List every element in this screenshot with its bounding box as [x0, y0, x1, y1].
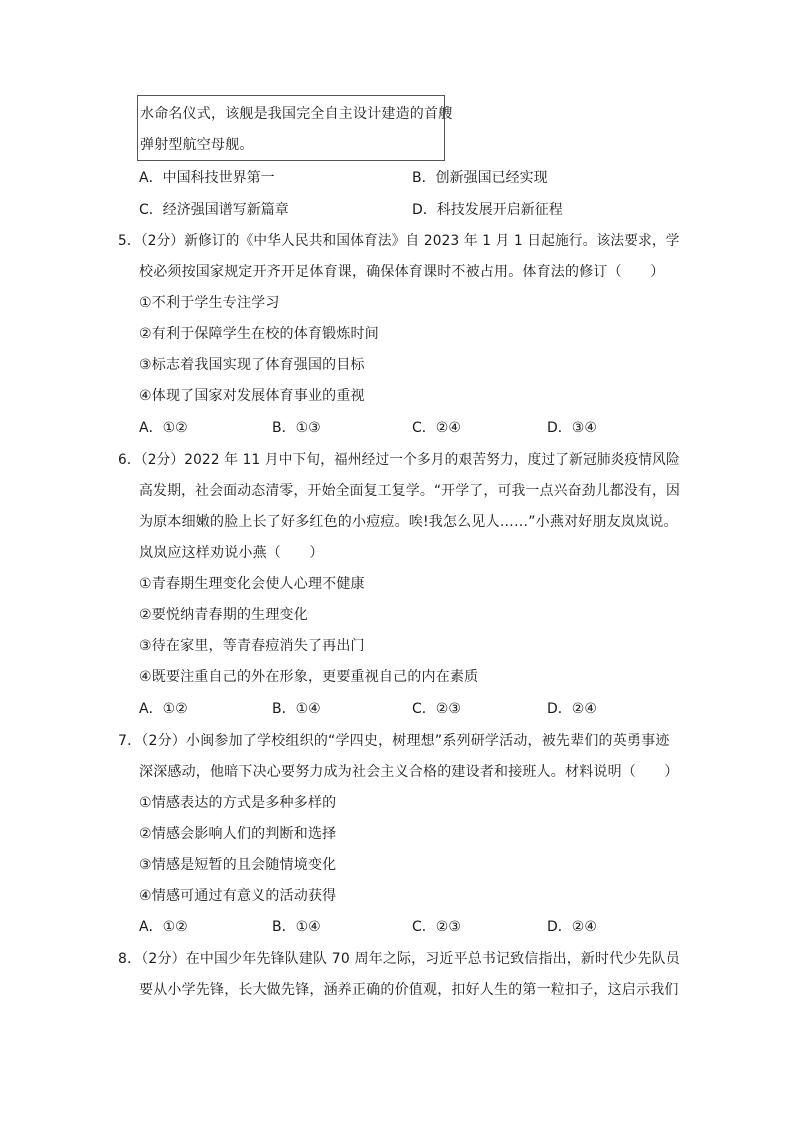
q5-stem-line-1: 5．（2分）新修订的《中华人民共和国体育法》自 2023 年 1 月 1 日起施行。该法要求，学 — [118, 233, 680, 249]
q6-stem-line-2: 高发期，社会面动态清零，开始全面复工复学。“开学了，可我一点兴奋劲儿都没有，因 — [139, 483, 681, 499]
q7-option-a: A．①② — [139, 919, 188, 935]
q6-item-1: ①青春期生理变化会使人心理不健康 — [139, 576, 365, 592]
q6-option-d: D．②④ — [547, 701, 597, 717]
q6-option-b: B．①④ — [272, 701, 321, 717]
q4-option-b: B．创新强国已经实现 — [412, 170, 548, 186]
q5-stem-line-2: 校必须按国家规定开齐开足体育课，确保体育课时不被占用。体育法的修订（ ） — [139, 264, 665, 280]
q7-option-b: B．①④ — [272, 919, 321, 935]
q5-option-a: A．①② — [139, 420, 188, 436]
q5-item-4: ④体现了国家对发展体育事业的重视 — [139, 388, 365, 404]
q4-option-a: A．中国科技世界第一 — [139, 170, 275, 186]
q6-item-4: ④既要注重自己的外在形象，更要重视自己的内在素质 — [139, 669, 479, 685]
q6-stem-line-1: 6．（2分）2022 年 11 月中下旬，福州经过一个多月的艰苦努力，度过了新冠肺炎疫情风险 — [118, 452, 680, 468]
q5-item-2: ②有利于保障学生在校的体育锻炼时间 — [139, 326, 379, 342]
q8-stem-line-1: 8．（2分）在中国少年先锋队建队 70 周年之际，习近平总书记致信指出，新时代少先队员 — [118, 951, 680, 967]
q5-option-d: D．③④ — [547, 420, 597, 436]
material-line-1: 水命名仪式，该舰是我国完全自主设计建造的首艘 — [140, 106, 453, 122]
q6-option-c: C．②③ — [412, 701, 461, 717]
q6-stem-line-3: 为原本细嫩的脸上长了好多红色的小痘痘。唉!我怎么见人……”小燕对好朋友岚岚说。 — [139, 514, 678, 530]
q7-item-1: ①情感表达的方式是多种多样的 — [139, 795, 337, 811]
q5-item-1: ①不利于学生专注学习 — [139, 295, 280, 311]
material-line-2: 弹射型航空母舰。 — [140, 137, 254, 153]
q7-stem-line-1: 7．（2分）小闽参加了学校组织的“学四史，树理想”系列研学活动，被先辈们的英勇事迹 — [118, 733, 670, 749]
q5-option-c: C．②④ — [412, 420, 461, 436]
q4-option-d: D．科技发展开启新征程 — [412, 202, 563, 218]
q6-item-2: ②要悦纳青春期的生理变化 — [139, 607, 308, 623]
q8-stem-line-2: 要从小学先锋，长大做先锋，涵养正确的价值观，扣好人生的第一粒扣子，这启示我们 — [139, 982, 679, 998]
q7-item-4: ④情感可通过有意义的活动获得 — [139, 888, 337, 904]
q6-item-3: ③待在家里，等青春痘消失了再出门 — [139, 638, 365, 654]
q7-stem-line-2: 深深感动，他暗下决心要努力成为社会主义合格的建设者和接班人。材料说明（ ） — [139, 764, 679, 780]
q6-stem-line-4: 岚岚应这样劝说小燕（ ） — [139, 545, 324, 561]
q4-option-c: C．经济强国谱写新篇章 — [139, 202, 289, 218]
q5-option-b: B．①③ — [272, 420, 321, 436]
q5-item-3: ③标志着我国实现了体育强国的目标 — [139, 357, 365, 373]
q6-option-a: A．①② — [139, 701, 188, 717]
q7-item-2: ②情感会影响人们的判断和选择 — [139, 826, 337, 842]
q7-option-d: D．②④ — [547, 919, 597, 935]
q7-item-3: ③情感是短暂的且会随情境变化 — [139, 857, 337, 873]
q7-option-c: C．②③ — [412, 919, 461, 935]
